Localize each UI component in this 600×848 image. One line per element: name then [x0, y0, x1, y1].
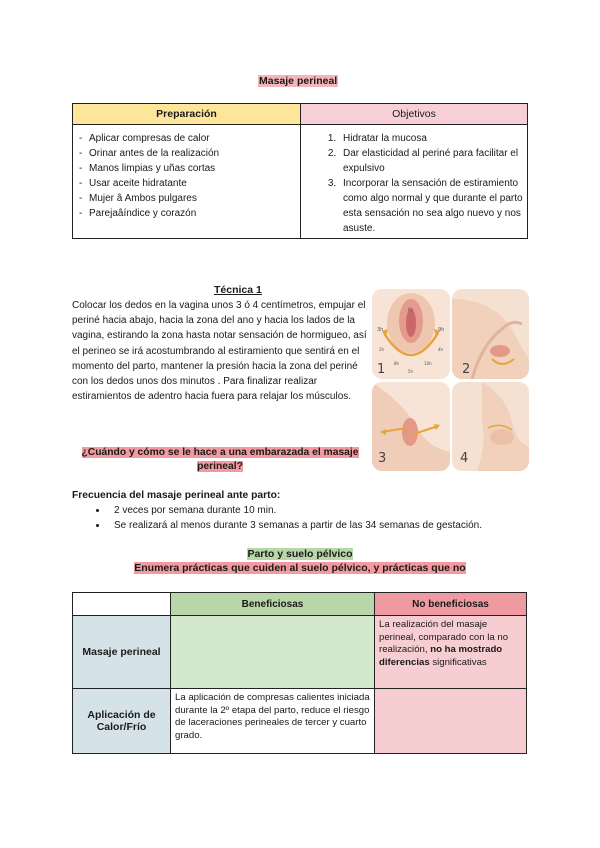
parto-subheading: [0, 562, 600, 574]
step-number: 1: [377, 362, 386, 377]
list-item: - Aplicar compresas de calor: [79, 131, 300, 146]
question-text: ¿Cuándo y cómo se le hace a una embarazada el masaje perineal?: [81, 447, 359, 472]
practices-table: [72, 592, 527, 754]
cell-text: significativas: [429, 656, 487, 668]
perineum-icon: [372, 289, 450, 379]
not-beneficial-cell-1: [375, 616, 527, 689]
list-item: • 2 veces por semana durante 10 min.: [108, 503, 578, 518]
step-number: 4: [460, 451, 469, 466]
obj-list: [301, 131, 527, 236]
beneficial-cell-1: [171, 616, 375, 689]
technique-title: Técnica 1: [214, 284, 262, 296]
list-item: - Manos limpias y uñas cortas: [79, 161, 300, 176]
clock-label: 4h: [438, 347, 444, 352]
list-item: 3. Incorporar la sensación de estiramiento como algo normal y que durante el parto esta sensación no sea algo nuevo y nos asuste.: [339, 176, 527, 236]
prep-cell: [73, 125, 301, 239]
preparation-objectives-table: [72, 103, 528, 239]
list-item: - Mujer â Ambos pulgares: [79, 191, 300, 206]
page-title: Masaje perineal: [259, 75, 338, 87]
clock-label: 5h: [408, 369, 414, 374]
beneficial-header: Beneficiosas: [171, 593, 375, 616]
question-heading: [72, 446, 368, 473]
prep-list: [73, 131, 300, 221]
illustration-panel-1: [372, 289, 450, 379]
frequency-title: Frecuencia del masaje perineal ante parto:: [72, 490, 281, 501]
parto-subtitle: Enumera prácticas que cuiden al suelo pélvico, y prácticas que no: [134, 562, 466, 574]
illustration-panel-2: [452, 289, 529, 379]
not-beneficial-header: No beneficiosas: [375, 593, 527, 616]
list-item: - Usar aceite hidratante: [79, 176, 300, 191]
obj-header: Objetivos: [301, 104, 528, 125]
clock-label: 8h: [394, 361, 400, 366]
massage-illustration: [372, 289, 529, 471]
step-number: 2: [462, 362, 471, 377]
hand-icon: [372, 382, 450, 471]
empty-header-cell: [73, 593, 171, 616]
hand-icon: [452, 289, 529, 379]
clock-label: 2h: [379, 347, 385, 352]
obj-cell: [301, 125, 528, 239]
step-number: 3: [378, 451, 387, 466]
clock-label: 3h: [377, 327, 384, 333]
clock-label: 6h: [408, 307, 414, 312]
not-beneficial-cell-2: [375, 689, 527, 754]
list-item: 2. Dar elasticidad al periné para facilitar el expulsivo: [339, 146, 527, 176]
beneficial-cell-2: La aplicación de compresas calientes iniciada durante la 2º etapa del parto, reduce el riesgo de laceraciones perineales de tercer y cuarto grado.: [171, 689, 375, 754]
cell-text-bold: no ha mostrado diferencias: [379, 644, 503, 668]
row-label-calor: Aplicación de Calor/Frío: [73, 689, 171, 754]
list-item: 1. Hidratar la mucosa: [339, 131, 527, 146]
frequency-list: [72, 503, 578, 533]
clock-label: 9h: [438, 327, 445, 333]
cell-text: La realización del masaje perineal, comparado con la no realización,: [379, 619, 509, 655]
illustration-panel-4: [452, 382, 529, 471]
clock-label: 10h: [424, 361, 432, 366]
hand-icon: [452, 382, 529, 471]
row-label-masaje: Masaje perineal: [73, 616, 171, 689]
illustration-panel-3: [372, 382, 450, 471]
list-item: - Parejaâíndice y corazón: [79, 206, 300, 221]
technique-text: Colocar los dedos en la vagina unos 3 ó 4 centímetros, empujar el periné hacia abajo, hacia la zona del ano y hacia los lados de la vagina, estirando la zona hasta notar sensación de hormigueo, así el perineo se irá acostumbrando al estiramiento que sentirá en el momento del parto, mantener la presión hacia la zona del periné con los dedos unos dos minutos . Para finalizar realizar estiramientos de adentro hacia fuera para relajar los músculos.: [72, 300, 367, 403]
parto-title: Parto y suelo pélvico: [247, 548, 353, 560]
parto-heading: [0, 548, 600, 560]
prep-header: Preparación: [73, 104, 301, 125]
list-item: - Orinar antes de la realización: [79, 146, 300, 161]
list-item: • Se realizará al menos durante 3 semanas a partir de las 34 semanas de gestación.: [108, 518, 578, 533]
